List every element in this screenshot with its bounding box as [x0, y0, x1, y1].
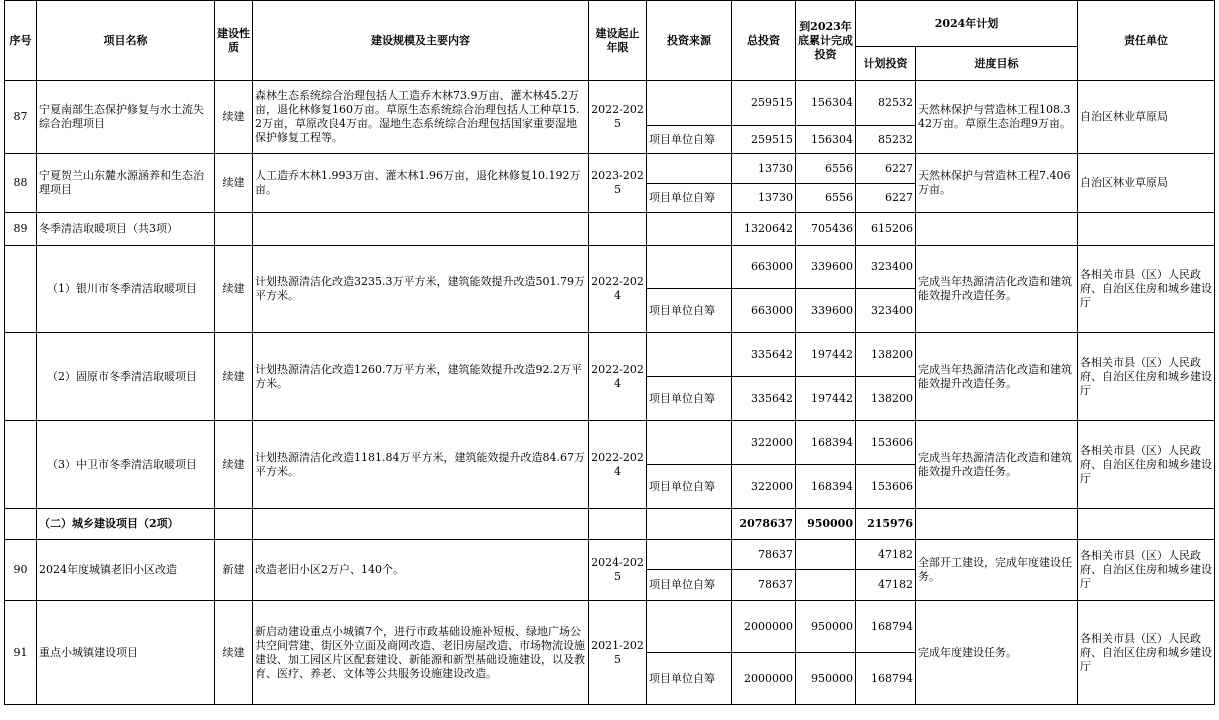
- funding-source: [647, 601, 732, 653]
- section-title: （二）城乡建设项目（2项）: [37, 509, 215, 540]
- row-seq: [5, 509, 37, 540]
- table-row: [5, 540, 1215, 570]
- row-seq: [5, 421, 37, 509]
- cumulative-investment: 156304: [796, 81, 856, 126]
- planned-investment: 47182: [856, 570, 916, 601]
- project-nature: 续建: [215, 421, 253, 509]
- planned-investment: 168794: [856, 601, 916, 653]
- table-row: [5, 154, 1215, 184]
- progress-target: 完成当年热源清洁化改造和建筑能效提升改造任务。: [916, 333, 1078, 421]
- cumulative-investment: [796, 540, 856, 570]
- responsible-unit: 各相关市县（区）人民政府、自治区住房和城乡建设厅: [1078, 540, 1215, 601]
- project-nature: 续建: [215, 81, 253, 154]
- project-period: 2022-2024: [589, 333, 647, 421]
- responsible-unit: 各相关市县（区）人民政府、自治区住房和城乡建设厅: [1078, 333, 1215, 421]
- project-period: 2022-2025: [589, 81, 647, 154]
- planned-investment: 323400: [856, 289, 916, 333]
- funding-source: [647, 81, 732, 126]
- funding-source: 项目单位自筹: [647, 377, 732, 421]
- header-nature: 建设性质: [215, 1, 253, 81]
- project-period: 2022-2024: [589, 246, 647, 333]
- funding-source: [647, 333, 732, 377]
- table-row: [5, 246, 1215, 289]
- planned-investment: 6227: [856, 154, 916, 184]
- header-total: 总投资: [732, 1, 796, 81]
- responsible-unit: 各相关市县（区）人民政府、自治区住房和城乡建设厅: [1078, 421, 1215, 509]
- total-investment: 335642: [732, 333, 796, 377]
- project-name: 冬季清洁取暖项目（共3项）: [37, 213, 215, 246]
- project-scale: 新启动建设重点小城镇7个，进行市政基础设施补短板、绿地广场公共空间营建、街区外立面及商网改造、老旧房屋改造、市场物流设施建设、加工园区片区配套建设、新能源和新型基础设施建设，以及教育、医疗、养老、文体等公共服务设施建设改造。: [253, 601, 589, 705]
- header-cumulative: 到2023年底累计完成投资: [796, 1, 856, 81]
- project-name: 宁夏南部生态保护修复与水土流失综合治理项目: [37, 81, 215, 154]
- planned-investment: 6227: [856, 184, 916, 213]
- cumulative-investment: 950000: [796, 653, 856, 705]
- total-investment: 2000000: [732, 601, 796, 653]
- project-period: 2023-2025: [589, 154, 647, 213]
- funding-source: 项目单位自筹: [647, 653, 732, 705]
- funding-source: 项目单位自筹: [647, 126, 732, 154]
- total-investment: 2078637: [732, 509, 796, 540]
- funding-source: 项目单位自筹: [647, 570, 732, 601]
- header-plan-2024: 2024年计划: [856, 1, 1078, 47]
- responsible-unit: 各相关市县（区）人民政府、自治区住房和城乡建设厅: [1078, 246, 1215, 333]
- total-investment: 1320642: [732, 213, 796, 246]
- empty-cell: [253, 213, 589, 246]
- empty-cell: [589, 509, 647, 540]
- planned-investment: 153606: [856, 421, 916, 465]
- empty-cell: [215, 213, 253, 246]
- cumulative-investment: [796, 570, 856, 601]
- header-name: 项目名称: [37, 1, 215, 81]
- funding-source: [647, 421, 732, 465]
- project-nature: 续建: [215, 246, 253, 333]
- cumulative-investment: 339600: [796, 246, 856, 289]
- row-seq: 88: [5, 154, 37, 213]
- project-name: （2）固原市冬季清洁取暖项目: [37, 333, 215, 421]
- table-row: [5, 601, 1215, 653]
- header-source: 投资来源: [647, 1, 732, 81]
- funding-source: 项目单位自筹: [647, 465, 732, 509]
- row-seq: 90: [5, 540, 37, 601]
- empty-cell: [253, 509, 589, 540]
- table-header: [5, 1, 1215, 81]
- progress-target: 完成年度建设任务。: [916, 601, 1078, 705]
- project-nature: 新建: [215, 540, 253, 601]
- empty-cell: [589, 213, 647, 246]
- cumulative-investment: 6556: [796, 154, 856, 184]
- cumulative-investment: 339600: [796, 289, 856, 333]
- cumulative-investment: 197442: [796, 377, 856, 421]
- project-name: 2024年度城镇老旧小区改造: [37, 540, 215, 601]
- responsible-unit: 自治区林业草原局: [1078, 154, 1215, 213]
- project-period: 2024-2025: [589, 540, 647, 601]
- project-nature: 续建: [215, 333, 253, 421]
- empty-cell: [215, 509, 253, 540]
- total-investment: 322000: [732, 421, 796, 465]
- empty-cell: [1078, 213, 1215, 246]
- planned-investment: 615206: [856, 213, 916, 246]
- total-investment: 259515: [732, 81, 796, 126]
- progress-target: 全部开工建设，完成年度建设任务。: [916, 540, 1078, 601]
- total-investment: 13730: [732, 154, 796, 184]
- project-nature: 续建: [215, 154, 253, 213]
- project-scale: 森林生态系统综合治理包括人工造乔木林73.9万亩、灌木林45.2万亩，退化林修复160万亩。草原生态系统综合治理包括人工种草15.2万亩，草原改良4万亩。湿地生态系统综合治理包括国家重要湿地保护修复工程等。: [253, 81, 589, 154]
- funding-source: [647, 540, 732, 570]
- header-unit: 责任单位: [1078, 1, 1215, 81]
- project-name: （3）中卫市冬季清洁取暖项目: [37, 421, 215, 509]
- table-row: [5, 213, 1215, 246]
- planned-investment: 215976: [856, 509, 916, 540]
- project-period: 2022-2024: [589, 421, 647, 509]
- empty-cell: [916, 213, 1078, 246]
- project-scale: 计划热源清洁化改造1181.84万平方米，建筑能效提升改造84.67万平方米。: [253, 421, 589, 509]
- total-investment: 663000: [732, 246, 796, 289]
- header-scale: 建设规模及主要内容: [253, 1, 589, 81]
- progress-target: 天然林保护与营造林工程7.406万亩。: [916, 154, 1078, 213]
- total-investment: 322000: [732, 465, 796, 509]
- project-name: 重点小城镇建设项目: [37, 601, 215, 705]
- cumulative-investment: 168394: [796, 421, 856, 465]
- funding-source: 项目单位自筹: [647, 289, 732, 333]
- total-investment: 663000: [732, 289, 796, 333]
- project-scale: 人工造乔木林1.993万亩、灌木林1.96万亩，退化林修复10.192万亩。: [253, 154, 589, 213]
- project-period: 2021-2025: [589, 601, 647, 705]
- planned-investment: 168794: [856, 653, 916, 705]
- progress-target: 天然林保护与营造林工程108.342万亩。草原生态治理9万亩。: [916, 81, 1078, 154]
- project-scale: 改造老旧小区2万户、140个。: [253, 540, 589, 601]
- section-row: [5, 509, 1215, 540]
- total-investment: 2000000: [732, 653, 796, 705]
- row-seq: 87: [5, 81, 37, 154]
- project-scale: 计划热源清洁化改造1260.7万平方米，建筑能效提升改造92.2万平方米。: [253, 333, 589, 421]
- responsible-unit: 各相关市县（区）人民政府、自治区住房和城乡建设厅: [1078, 601, 1215, 705]
- empty-cell: [1078, 509, 1215, 540]
- header-plan-invest: 计划投资: [856, 47, 916, 81]
- planned-investment: 85232: [856, 126, 916, 154]
- table-body: [5, 81, 1215, 705]
- planned-investment: 138200: [856, 333, 916, 377]
- funding-source: 项目单位自筹: [647, 184, 732, 213]
- planned-investment: 153606: [856, 465, 916, 509]
- cumulative-investment: 168394: [796, 465, 856, 509]
- cumulative-investment: 705436: [796, 213, 856, 246]
- project-name: 宁夏贺兰山东麓水源涵养和生态治理项目: [37, 154, 215, 213]
- empty-cell: [916, 509, 1078, 540]
- table-row: [5, 81, 1215, 126]
- cumulative-investment: 950000: [796, 601, 856, 653]
- empty-cell: [647, 213, 732, 246]
- total-investment: 78637: [732, 540, 796, 570]
- planned-investment: 323400: [856, 246, 916, 289]
- cumulative-investment: 197442: [796, 333, 856, 377]
- responsible-unit: 自治区林业草原局: [1078, 81, 1215, 154]
- project-scale: 计划热源清洁化改造3235.3万平方米，建筑能效提升改造501.79万平方米。: [253, 246, 589, 333]
- header-progress: 进度目标: [916, 47, 1078, 81]
- total-investment: 13730: [732, 184, 796, 213]
- row-seq: [5, 333, 37, 421]
- row-seq: [5, 246, 37, 333]
- project-nature: 续建: [215, 601, 253, 705]
- total-investment: 335642: [732, 377, 796, 421]
- project-table: [4, 0, 1215, 705]
- header-period: 建设起止年限: [589, 1, 647, 81]
- funding-source: [647, 154, 732, 184]
- investment-plan-sheet: [4, 0, 1215, 705]
- cumulative-investment: 156304: [796, 126, 856, 154]
- header-seq: 序号: [5, 1, 37, 81]
- table-row: [5, 333, 1215, 377]
- planned-investment: 47182: [856, 540, 916, 570]
- total-investment: 78637: [732, 570, 796, 601]
- funding-source: [647, 246, 732, 289]
- table-row: [5, 421, 1215, 465]
- progress-target: 完成当年热源清洁化改造和建筑能效提升改造任务。: [916, 421, 1078, 509]
- cumulative-investment: 6556: [796, 184, 856, 213]
- cumulative-investment: 950000: [796, 509, 856, 540]
- total-investment: 259515: [732, 126, 796, 154]
- planned-investment: 82532: [856, 81, 916, 126]
- row-seq: 89: [5, 213, 37, 246]
- empty-cell: [647, 509, 732, 540]
- planned-investment: 138200: [856, 377, 916, 421]
- project-name: （1）银川市冬季清洁取暖项目: [37, 246, 215, 333]
- row-seq: 91: [5, 601, 37, 705]
- progress-target: 完成当年热源清洁化改造和建筑能效提升改造任务。: [916, 246, 1078, 333]
